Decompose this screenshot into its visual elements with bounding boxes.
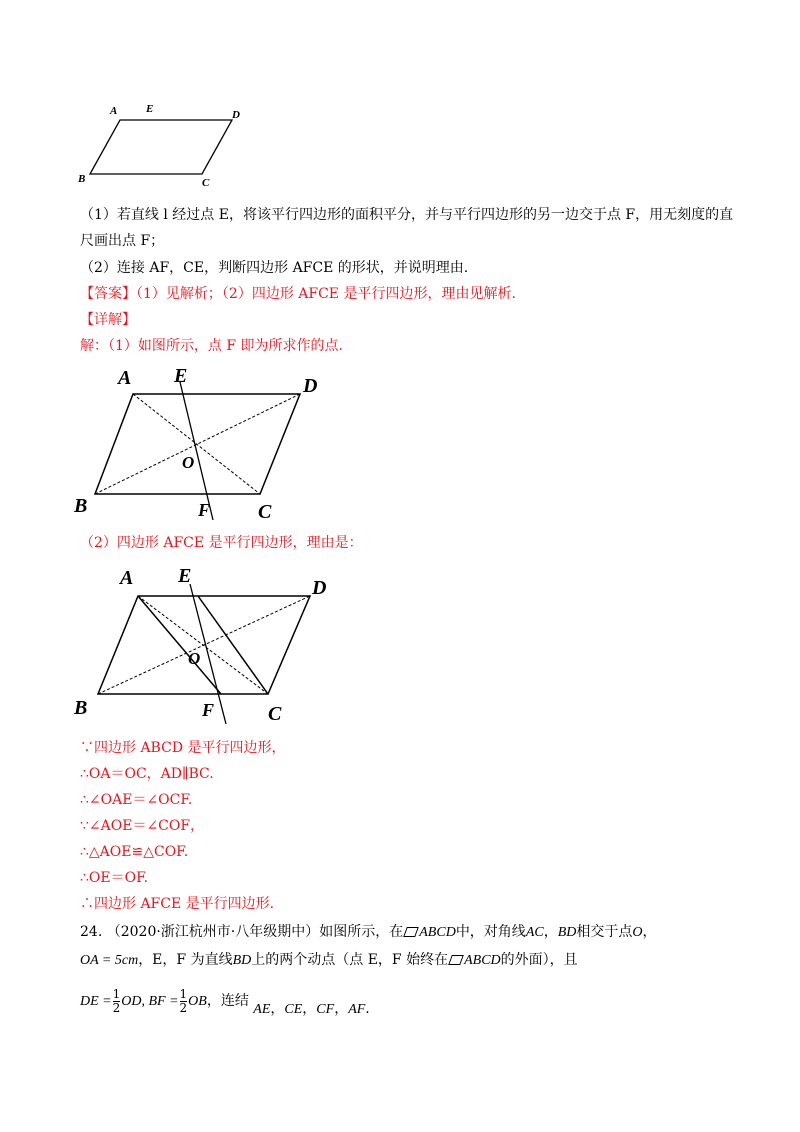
q24-comma-2: ， (302, 1001, 317, 1017)
fig2-label-a: A (118, 367, 132, 389)
diagonal-ac (133, 394, 260, 494)
q24-od-bf: OD, BF = (121, 994, 179, 1009)
proof-line-6: ∴OE＝OF. (80, 870, 149, 886)
question-source: （2020·浙江杭州市·八年级期中） (106, 924, 320, 940)
proof-line-1: ∵四边形 ABCD 是平行四边形， (80, 740, 286, 756)
fig3-label-b: B (74, 697, 88, 719)
figure-3-parallelogram (70, 560, 340, 730)
figure-1-parallelogram (70, 96, 260, 196)
detail-label: 【详解】 (80, 312, 136, 328)
proof-line-5: ∴△AOE≌△COF. (80, 844, 189, 860)
fraction-half-2 (180, 988, 188, 1015)
question-1-line-2: 尺画出点 F； (80, 233, 165, 249)
q24-text-2d: 上的两个动点（点 E，F 始终在 (251, 952, 449, 968)
fig2-label-d: D (303, 375, 318, 397)
q24-comma-3: ， (334, 1001, 349, 1017)
answer-line (80, 284, 516, 304)
parallelogram-abcd (90, 120, 232, 174)
q24-text-1g: 相交于点 (576, 924, 633, 940)
proof-line-2: ∴OA＝OC，AD∥BC. (80, 766, 214, 782)
parallelogram-symbol (403, 927, 419, 937)
q24-bd-1: BD (557, 925, 577, 940)
q24-period: . (365, 1001, 370, 1017)
fig2-label-e: E (174, 365, 188, 387)
fraction-half-1 (113, 988, 121, 1015)
q24-ce: CE (284, 1002, 303, 1017)
question-24-line-3 (80, 986, 370, 1017)
fraction-numerator: 1 (179, 986, 188, 1001)
fig1-label-c: C (202, 177, 210, 189)
q24-text-1i: ， (642, 924, 657, 940)
question-24-line-1 (80, 922, 657, 943)
parallelogram-abcd (95, 394, 300, 494)
q24-ob: OB (188, 994, 207, 1009)
diagonal-bd (98, 596, 310, 694)
q24-text-3d: ，连结 (206, 993, 249, 1009)
q24-o: O (632, 925, 643, 940)
q24-de-eq: DE = (80, 994, 112, 1009)
proof-line-7: ∴四边形 AFCE 是平行四边形. (80, 896, 275, 912)
question-1-line-1: （1）若直线 l 经过点 E，将该平行四边形的面积平分，并与平行四边形的另一边交于点 F，用无刻度的直 (80, 207, 734, 223)
proof-line-3: ∴∠OAE＝∠OCF. (80, 792, 193, 808)
q24-af: AF (348, 1002, 366, 1017)
q24-oa-eq: OA = 5cm (80, 953, 139, 968)
parallelogram-symbol (448, 955, 464, 965)
fig3-label-f: F (202, 700, 215, 720)
q24-text-1a: 如图所示，在 (319, 924, 404, 940)
question-number: 24. (80, 924, 103, 940)
q24-bd-2: BD (232, 953, 252, 968)
q24-text-2b: ，E，F 为直线 (138, 952, 233, 968)
q24-text-1c: 中，对角线 (455, 924, 526, 940)
fig2-label-b: B (74, 495, 88, 517)
fig2-label-c: C (258, 501, 272, 523)
fraction-denominator: 2 (112, 1000, 121, 1015)
fig3-label-c: C (268, 703, 282, 725)
q24-ac: AC (525, 925, 544, 940)
solution-1: 解：（1）如图所示，点 F 即为所求作的点. (80, 338, 343, 354)
answer-text: （1）见解析；（2）四边形 AFCE 是平行四边形，理由见解析. (136, 286, 516, 302)
q24-text-1e: ， (543, 924, 558, 940)
fig3-label-a: A (120, 567, 134, 589)
q24-comma-1: ， (270, 1001, 285, 1017)
q24-abcd-1: ABCD (419, 925, 456, 940)
diagonal-bd (95, 394, 300, 494)
fraction-numerator: 1 (112, 986, 121, 1001)
q24-ae: AE (253, 1002, 271, 1017)
fig1-label-e: E (146, 103, 154, 115)
fig2-label-o: O (182, 453, 195, 472)
fig1-label-a: A (110, 105, 118, 117)
fig3-label-o: O (188, 649, 201, 668)
q24-abcd-2: ABCD (464, 953, 501, 968)
q24-cf: CF (316, 1002, 335, 1017)
answer-label: 【答案】 (80, 286, 136, 302)
figure-2-parallelogram (70, 362, 340, 527)
question-24-line-2 (80, 950, 578, 971)
q24-text-2f: 的外面），且 (500, 952, 578, 968)
fig3-label-d: D (312, 577, 327, 599)
question-2: （2）连接 AF，CE，判断四边形 AFCE 的形状，并说明理由. (80, 260, 469, 276)
fig3-label-e: E (178, 565, 192, 587)
fig2-label-f: F (198, 500, 211, 520)
fraction-denominator: 2 (179, 1000, 188, 1015)
solution-2: （2）四边形 AFCE 是平行四边形，理由是： (80, 535, 363, 551)
q24-segments (253, 1001, 369, 1017)
proof-line-4: ∵∠AOE＝∠COF， (80, 818, 205, 834)
fig1-label-b: B (78, 173, 86, 185)
fig1-label-d: D (232, 109, 240, 121)
